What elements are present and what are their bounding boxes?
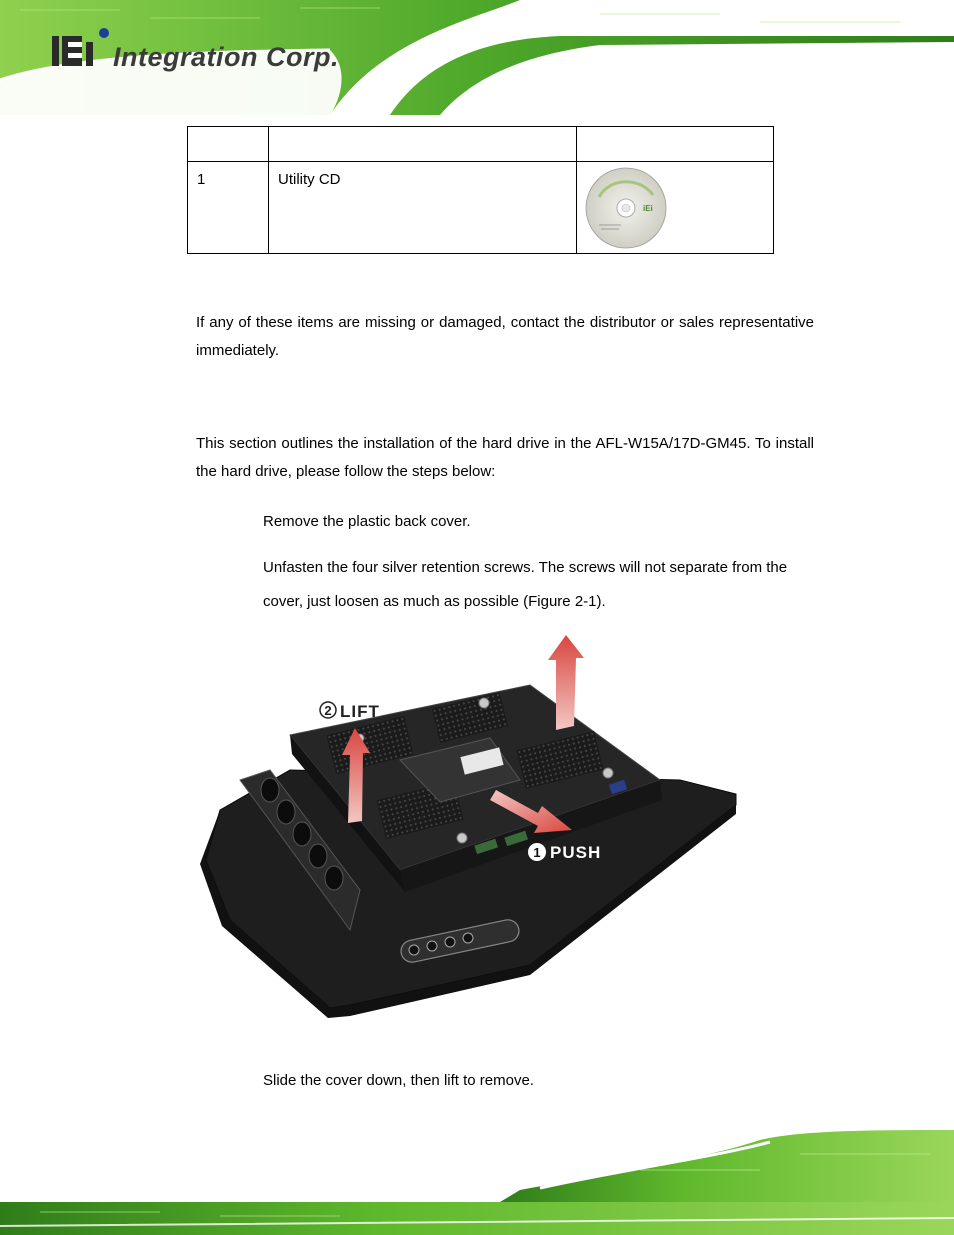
header-cell-item [269, 127, 577, 162]
svg-text:PUSH: PUSH [550, 843, 602, 862]
company-logo-text: Integration Corp. [113, 42, 339, 72]
table-header-row [188, 127, 774, 162]
svg-text:2: 2 [324, 703, 332, 718]
push-label [528, 843, 601, 862]
step-3-text: Slide the cover down, then lift to remove. [263, 1072, 534, 1089]
missing-items-note: If any of these items are missing or damaged, contact the distributor or sales representative immediately. [196, 314, 814, 359]
step-2-text: Unfasten the four silver retention screws. The screws will not separate from the cover, just loosen as much as possible (Figure 2-1). [263, 559, 788, 610]
section-intro: This section outlines the installation of the hard drive in the AFL-W15A/17D-GM45. To install the hard drive, please follow the steps below: [196, 435, 814, 480]
lift-label [320, 702, 380, 721]
quantity-cell: 1 [197, 171, 206, 188]
svg-text:LIFT: LIFT [340, 702, 380, 721]
back-cover-removal-figure [200, 630, 760, 1020]
table-row [188, 162, 774, 254]
svg-text:1: 1 [533, 845, 541, 860]
footer-banner [0, 1130, 954, 1235]
svg-text:iEi: iEi [643, 204, 653, 213]
step-1-text: Remove the plastic back cover. [263, 513, 471, 530]
header-cell-quantity [188, 127, 269, 162]
iei-logo-mark [48, 28, 112, 72]
cd-image [577, 162, 773, 253]
package-contents-table [187, 126, 774, 254]
item-cell: Utility CD [278, 171, 341, 188]
header-cell-image [577, 127, 774, 162]
